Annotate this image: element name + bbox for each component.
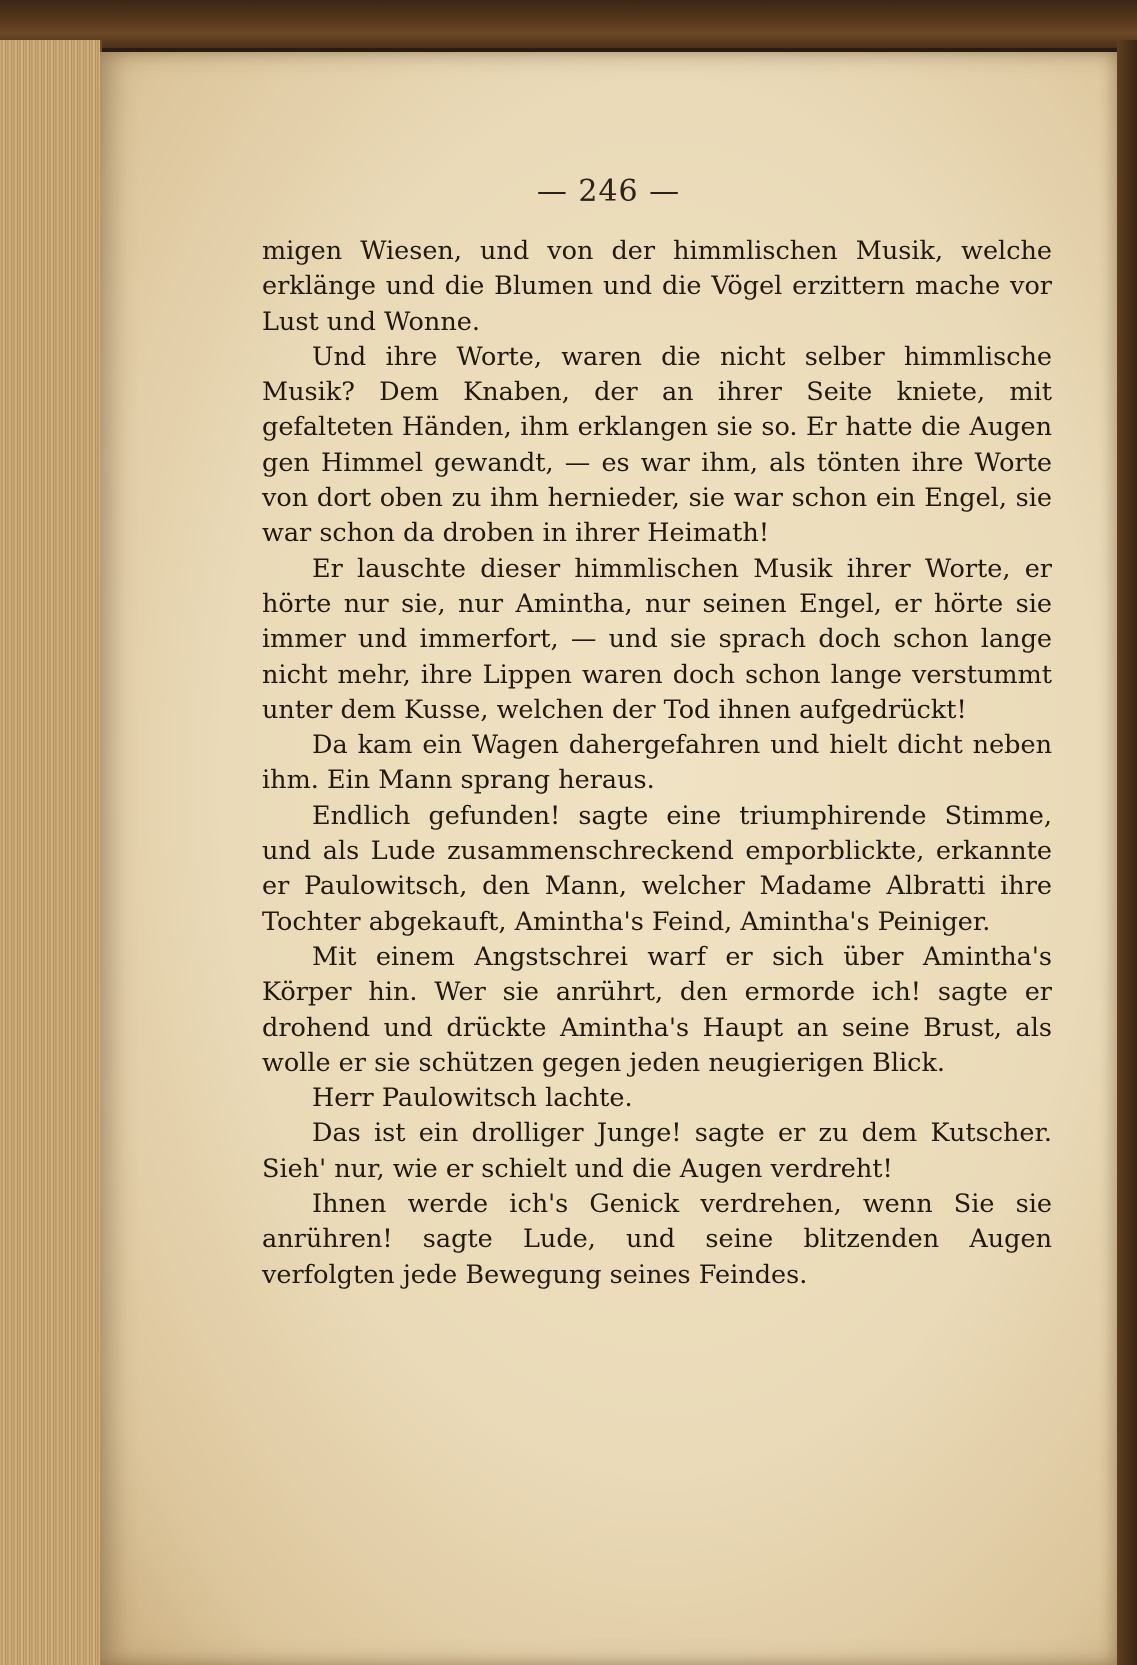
paragraph: Das ist ein drolliger Junge! sagte er zu dem Kutscher. Sieh' nur, wie er schielt und die Augen verdreht! [262,1118,1052,1184]
page-text [262,234,1052,1293]
book-cover-edge [1117,40,1137,1665]
paragraph: Da kam ein Wagen dahergefahren und hielt dicht neben ihm. Ein Mann sprang heraus. [262,730,1052,796]
paragraph: Und ihre Worte, waren die nicht selber himmlische Musik? Dem Knaben, der an ihrer Seite kniete, mit gefalteten Händen, ihm erklangen sie so. Er hatte die Augen gen Himmel gewandt, — es war ihm, als tönten ihre Worte von dort oben zu ihm hernieder, sie war schon ein Engel, sie war schon da droben in ihrer Heimath! [262,341,1052,549]
book-binding-top [0,0,1137,48]
paragraph: Ihnen werde ich's Genick verdrehen, wenn Sie sie anrühren! sagte Lude, und seine blitzenden Augen verfolgten jede Bewegung seines Feindes. [262,1189,1052,1290]
page-edges [0,40,102,1665]
paragraph: Er lauschte dieser himmlischen Musik ihrer Worte, er hörte nur sie, nur Amintha, nur seinen Engel, er hörte sie immer und immerfort, — und sie sprach doch schon lange nicht mehr, ihre Lippen waren doch schon lange verstummt unter dem Kusse, welchen der Tod ihnen aufgedrückt! [262,553,1052,725]
page-number: — 246 — [536,174,681,209]
paragraph: Mit einem Angstschrei warf er sich über Amintha's Körper hin. Wer sie anrührt, den ermorde ich! sagte er drohend und drückte Amintha's Haupt an seine Brust, als wolle er sie schützen gegen jeden neugierigen Blick. [262,941,1052,1078]
book-page [100,52,1117,1665]
paragraph: Herr Paulowitsch lachte. [312,1083,633,1114]
paragraph: migen Wiesen, und von der himmlischen Musik, welche erklänge und die Blumen und die Vögel erzittern mache vor Lust und Wonne. [262,236,1052,337]
paragraph: Endlich gefunden! sagte eine triumphirende Stimme, und als Lude zusammenschreckend emporblickte, erkannte er Paulowitsch, den Mann, welcher Madame Albratti ihre Tochter abgekauft, Amintha's Feind, Amintha's Peiniger. [262,800,1052,937]
